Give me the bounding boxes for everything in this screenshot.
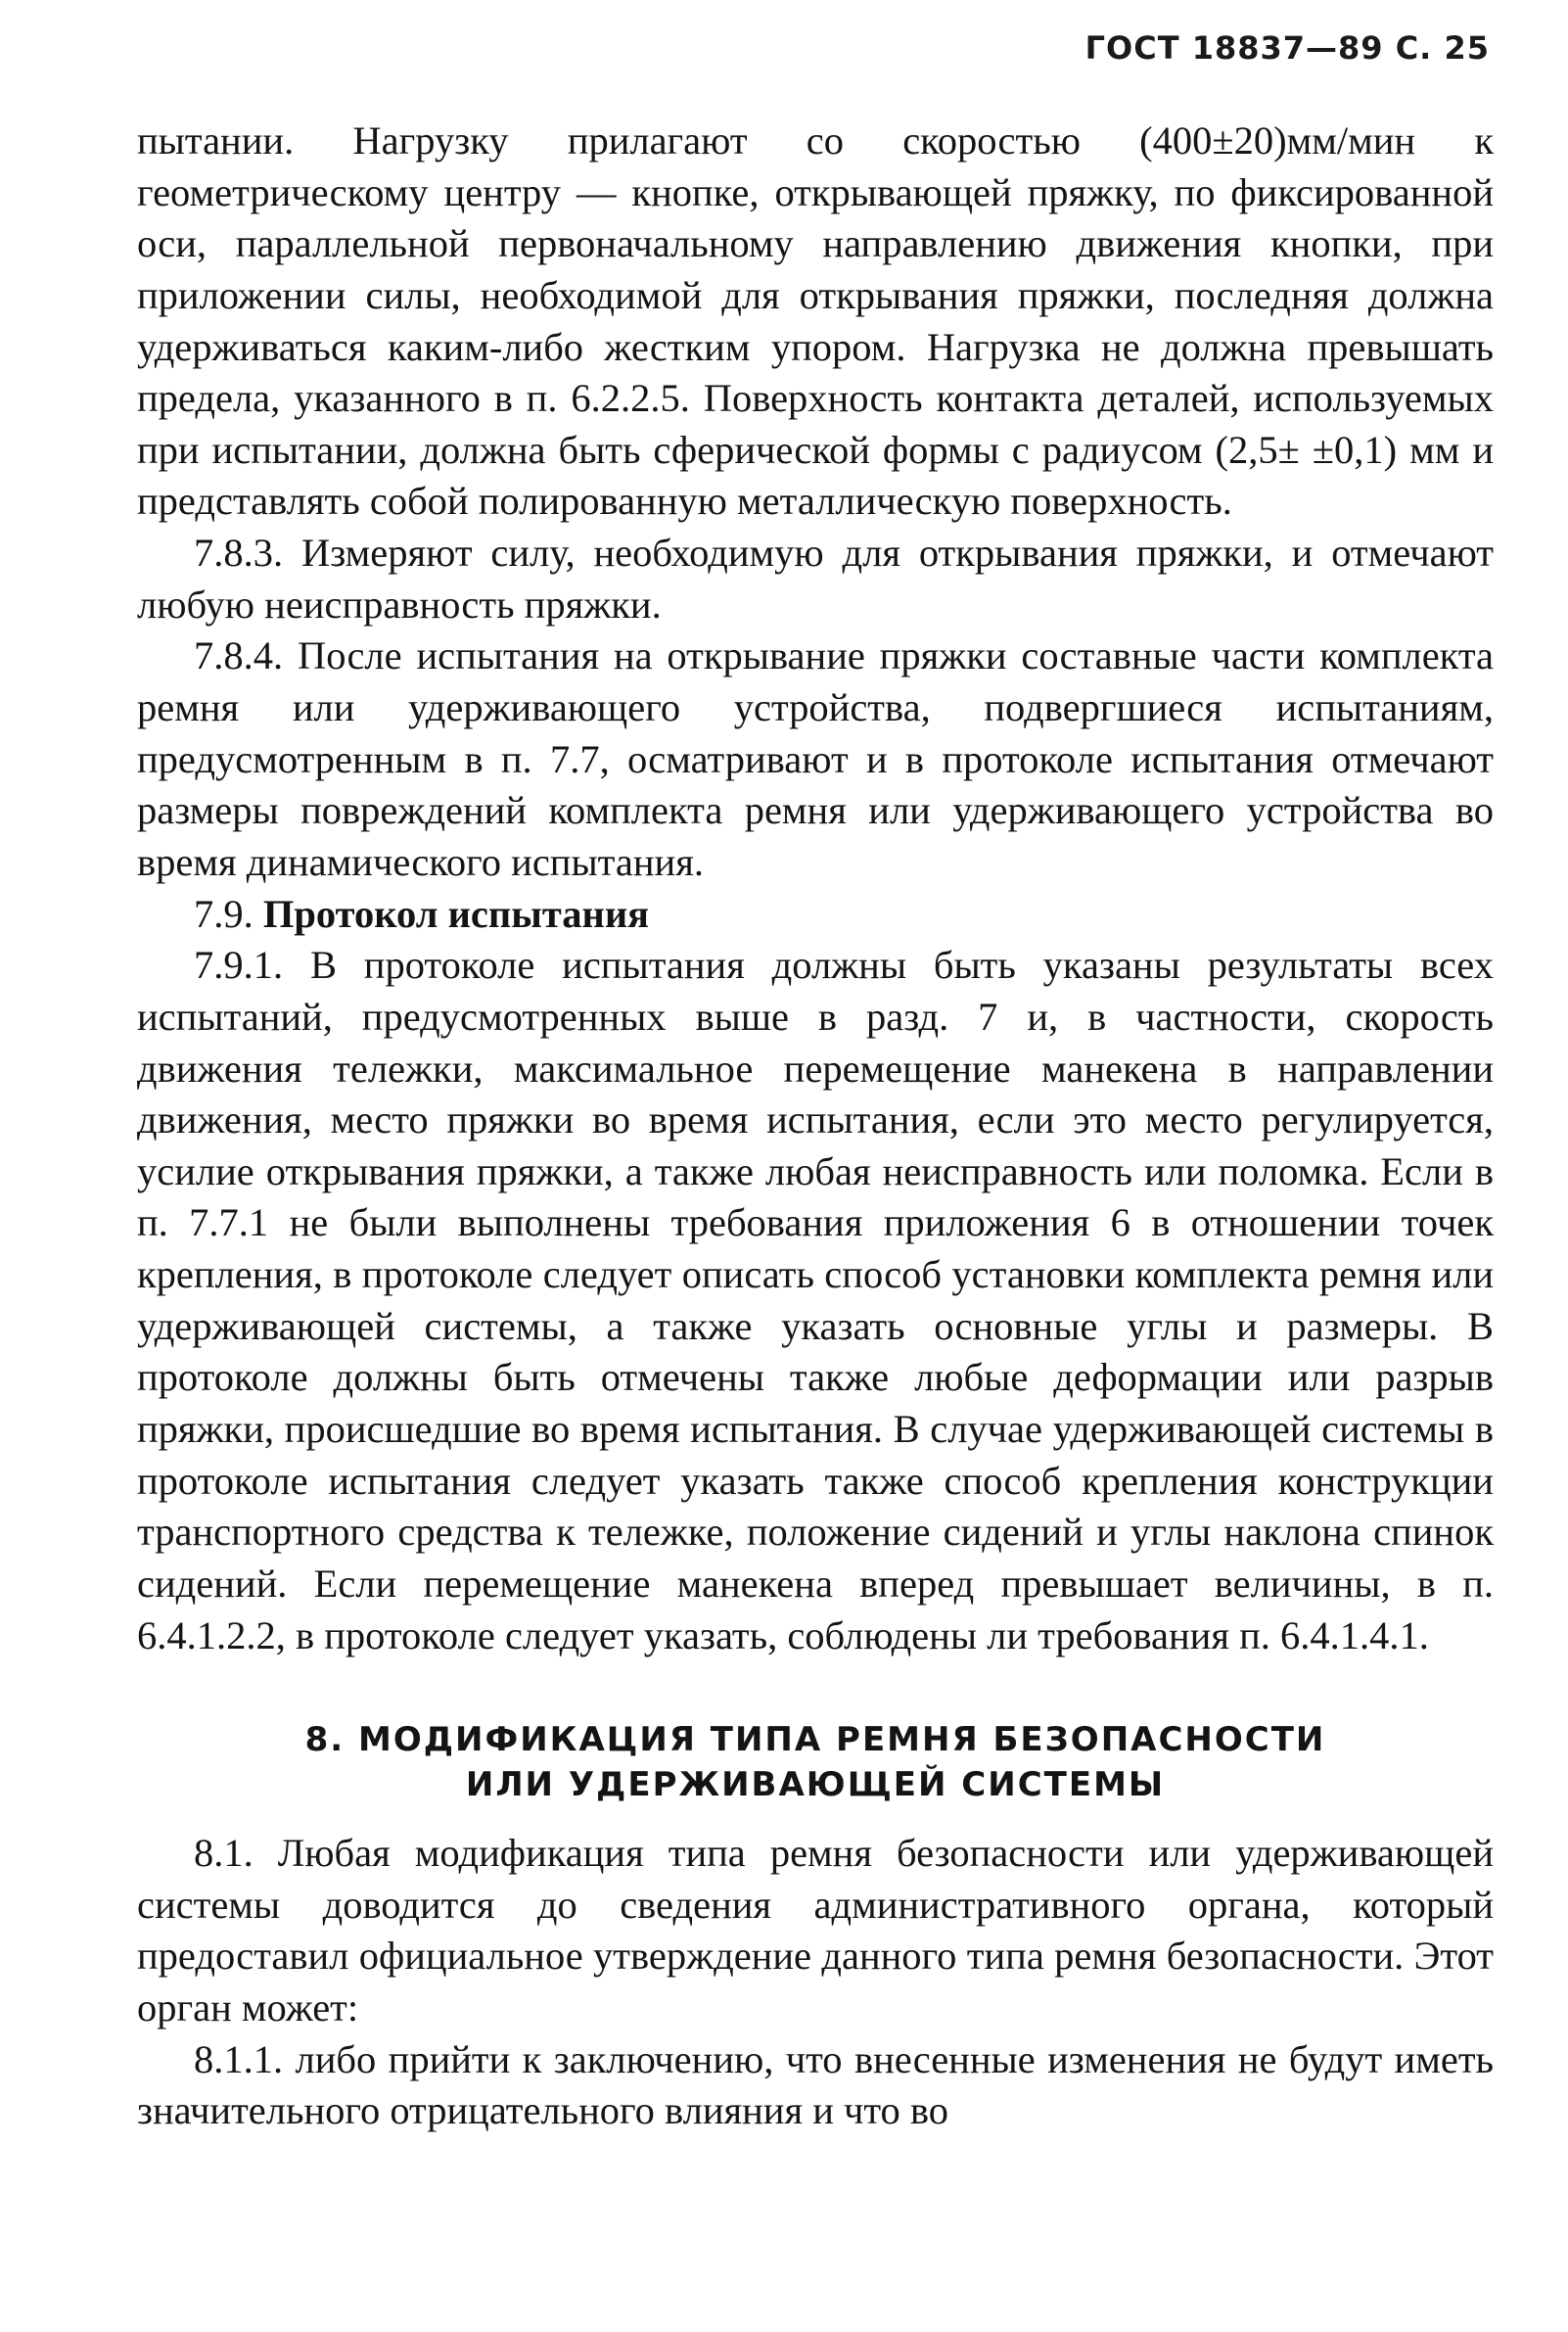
subsection-number: 7.9. — [194, 891, 263, 936]
section-8-heading — [137, 1718, 1494, 1808]
section-heading-line-1: 8. МОДИФИКАЦИЯ ТИПА РЕМНЯ БЕЗОПАСНОСТИ — [304, 1720, 1326, 1760]
running-header: ГОСТ 18837—89 С. 25 — [1084, 29, 1490, 67]
body-text — [137, 116, 1494, 2137]
paragraph-7-8-4: 7.8.4. После испытания на открывание пряжки составные части комплекта ремня или удерживающего устройства, подвергшиеся испытаниям, предусмотренным в п. 7.7, осматривают и в протоколе испытания отмечают размеры повреждений комплекта ремня или удерживающего устройства во время динамического испытания. — [137, 633, 1494, 884]
section-heading-line-2: ИЛИ УДЕРЖИВАЮЩЕЙ СИСТЕМЫ — [465, 1765, 1166, 1805]
subsection-title: Протокол испытания — [262, 891, 650, 936]
paragraph-8-1-1: 8.1.1. либо прийти к заключению, что внесенные изменения не будут иметь значительного отрицательного влияния и что во — [137, 2036, 1494, 2133]
paragraph-7-8-3: 7.8.3. Измеряют силу, необходимую для открывания пряжки, и отмечают любую неисправность пряжки. — [137, 531, 1494, 627]
paragraph-8-1: 8.1. Любая модификация типа ремня безопасности или удерживающей системы доводится до сведения административного органа, который предоставил официальное утверждение данного типа ремня безопасности. Этот орган может: — [137, 1831, 1494, 2029]
paragraph-7-9-1: 7.9.1. В протоколе испытания должны быть указаны результаты всех испытаний, предусмотренных выше в разд. 7 и, в частности, скорость движения тележки, максимальное перемещение манекена в направлении движения, место пряжки во время испытания, если это место регулируется, усилие открывания пряжки, а также любая неисправность или поломка. Если в п. 7.7.1 не были выполнены требования приложения 6 в отношении точек крепления, в протоколе следует описать способ установки комплекта ремня или удерживающей системы, а также указать основные углы и размеры. В протоколе должны быть отмечены также любые деформации или разрыв пряжки, происшедшие во время испытания. В случае удерживающей системы в протоколе испытания следует указать также способ крепления конструкции транспортного средства к тележке, положение сидений и углы наклона спинок сидений. Если перемещение манекена вперед превышает величины, в п. 6.4.1.2.2, в протоколе следует указать, соблюдены ли требования п. 6.4.1.4.1. — [137, 943, 1494, 1657]
paragraph-continued: пытании. Нагрузку прилагают со скоростью (400±20)мм/мин к геометрическому центру — кнопке, открывающей пряжку, по фиксированной оси, параллельной первоначальному направлению движения кнопки, при приложении силы, необходимой для открывания пряжки, последняя должна удерживаться каким-либо жестким упором. Нагрузка не должна превышать предела, указанного в п. 6.2.2.5. Поверхность контакта деталей, используемых при испытании, должна быть сферической формы с радиусом (2,5± ±0,1) мм и представлять собой полированную металлическую поверхность. — [137, 118, 1494, 524]
subsection-7-9-heading — [137, 889, 1494, 941]
